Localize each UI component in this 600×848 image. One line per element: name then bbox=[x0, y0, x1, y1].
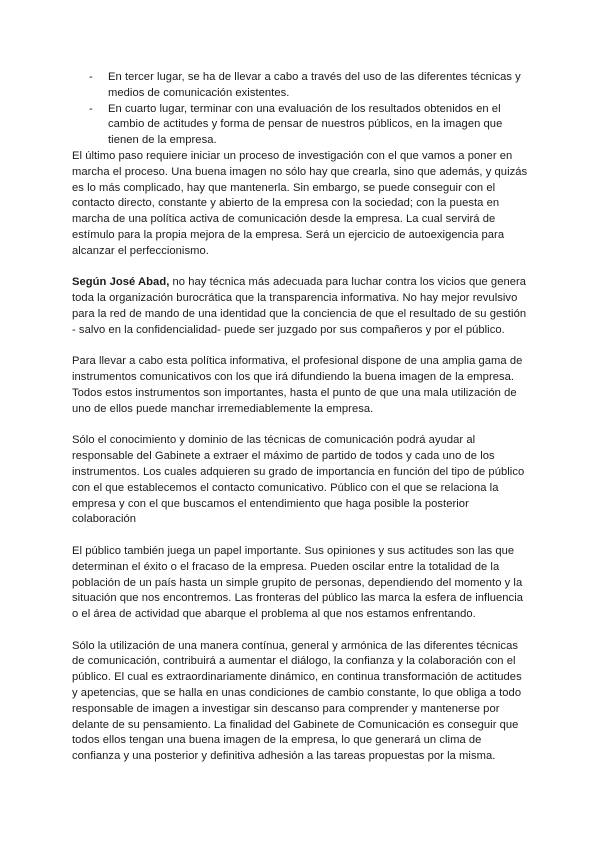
list-item bbox=[72, 70, 530, 102]
list-item bbox=[72, 102, 530, 149]
paragraph-public: El público también juega un papel importante. Sus opiniones y sus actitudes son las que determinan el éxito o el fracaso de la empresa. Pueden oscilar entre la totalidad de la población de un país hasta un simple grupito de personas, dependiendo del momento y la situación que nos encontremos. Las fronteras del público las marca la esfera de influencia o el área de actividad que abarque el problema al que nos estamos enfrentando. bbox=[72, 544, 524, 621]
bullet-list bbox=[72, 70, 530, 149]
paragraph-instruments: Para llevar a cabo esta política informativa, el profesional dispone de una amplia gama de instrumentos comunicativos con los que irá difundiendo la buena imagen de la empresa. Todos estos instrumentos son importantes, hasta el punto de que una mala utilización de uno de ellos puede manchar irremediablemente la empresa. bbox=[72, 355, 523, 415]
author-name: Según José Abad, bbox=[72, 276, 170, 289]
list-item-text: En cuarto lugar, terminar con una evaluación de los resultados obtenidos en el cambio de actitudes y forma de pensar de nuestros públicos, en la imagen que tienen de la empresa. bbox=[108, 102, 503, 147]
paragraph-jose-abad bbox=[72, 275, 530, 338]
bullet-dash: - bbox=[89, 102, 93, 115]
paragraph-investigation: El último paso requiere iniciar un proceso de investigación con el que vamos a poner en marcha el proceso. Una buena imagen no sólo hay que crearla, sino que además, y quizás es lo más complicado, hay que mantenerla. Sin embargo, se puede conseguir con el contacto directo, constante y abierto de la empresa con la sociedad; con la puesta en marcha de una política activa de comunicación desde la empresa. La cual servirá de estímulo para la propia mejora de la empresa. Será un ejercicio de autoexigencia para alcanzar el perfeccionismo. bbox=[72, 149, 528, 257]
paragraph-techniques: Sólo el conocimiento y dominio de las técnicas de comunicación podrá ayudar al responsable del Gabinete a extraer el máximo de partido de todos y cada uno de los instrumentos. Los cuales adquieren su grado de importancia en función del tipo de público con el que establecemos el contacto comunicativo. Público con el que se relaciona la empresa y con el que buscamos el entendimiento que haga posible la posterior colaboración bbox=[72, 434, 525, 526]
paragraph-text: no hay técnica más adecuada para luchar contra los vicios que genera toda la organización burocrática que la transparencia informativa. No hay mejor revulsivo para la red de mando de una identidad que la conciencia de que el resultado de su gestión - salvo en la confidencialidad- puede ser juzgado por sus compañeros y por el público. bbox=[72, 276, 527, 336]
bullet-dash: - bbox=[89, 71, 93, 83]
paragraph-continuous-use: Sólo la utilización de una manera contínua, general y armónica de las diferentes técnicas de comunicación, contribuirá a aumentar el diálogo, la confianza y la colaboración con el público. El cual es extraordinariamente dinámico, en continua transformación de actitudes y apetencias, que se halla en unas condiciones de cambio constante, lo que obliga a todo responsable de imagen a investigar sin descanso para comprender y mantenerse por delante de su pensamiento. La finalidad del Gabinete de Comunicación es conseguir que todos ellos tengan una buena imagen de la empresa, lo que generará un clima de confianza y una posterior y definitiva adhesión a las tareas propuestas por la misma. bbox=[72, 639, 522, 763]
list-item-text: En tercer lugar, se ha de llevar a cabo a través del uso de las diferentes técnicas y medios de comunicación existentes. bbox=[108, 71, 521, 99]
